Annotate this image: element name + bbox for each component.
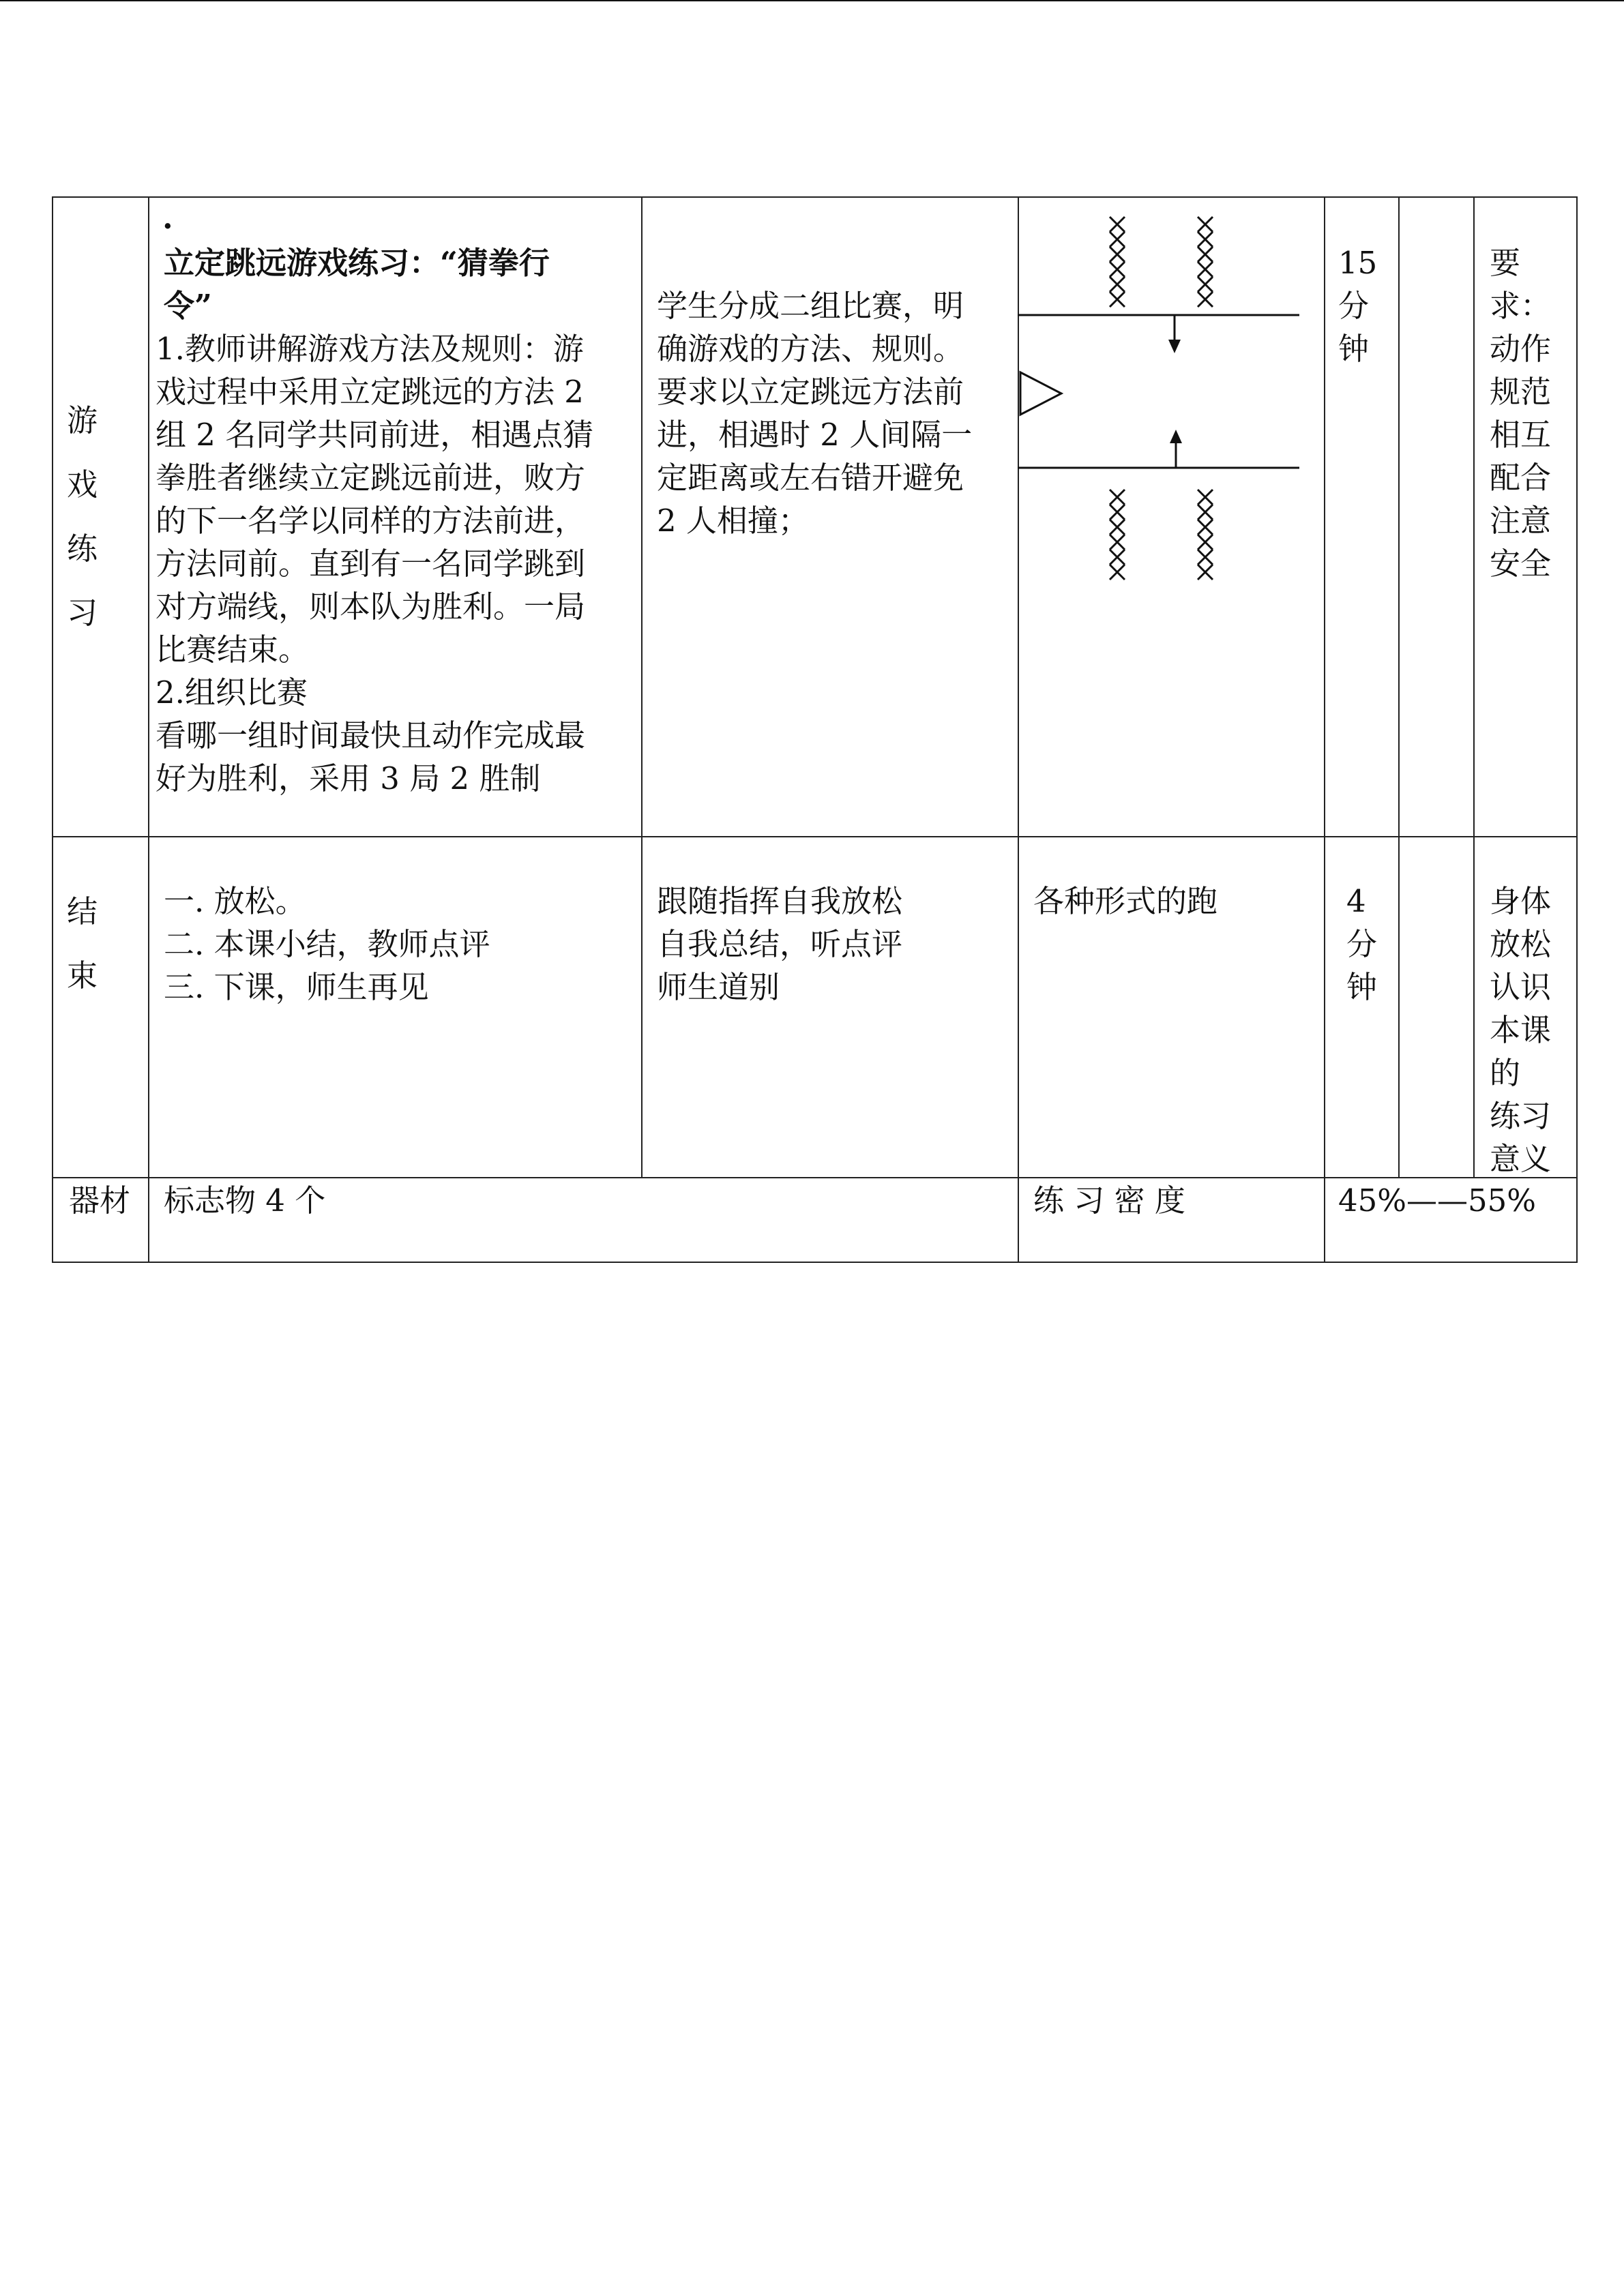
bottom-left-cross-column (1110, 490, 1125, 580)
ending-requirement: 身体 放松 认识 本课 的 练习 意义 (1490, 883, 1552, 1177)
dot-marker: · (162, 208, 173, 244)
game-title-continued: 令” (164, 288, 212, 324)
section-label-game: 游 戏 练 习 (67, 402, 98, 631)
content-line: 比赛结束。 (156, 631, 310, 668)
content-line: 2.组织比赛 (156, 674, 308, 711)
content-line: 戏过程中采用立定跳远的方法 2 (156, 374, 584, 410)
student-line: 定距离或左右错开避免 (657, 460, 964, 496)
equipment-label: 器材 (69, 1182, 131, 1219)
content-line: 方法同前。直到有一名同学跳到 (156, 546, 586, 582)
content-line: 拳胜者继续立定跳远前进，败方 (156, 460, 586, 496)
flag-marker-icon (1020, 372, 1061, 415)
student-line: 学生分成二组比赛，明 (657, 288, 964, 324)
content-line: 的下一名学以同样的方法前进， (156, 503, 586, 539)
equipment-value: 标志物 4 个 (164, 1182, 326, 1219)
formation-diagram (1018, 198, 1324, 607)
content-line: 组 2 名同学共同前进，相遇点猜 (156, 417, 594, 453)
density-label: 练 习 密 度 (1033, 1182, 1185, 1219)
content-line: 对方端线，则本队为胜利。一局 (156, 588, 586, 625)
student-line: 2 人相撞； (657, 503, 809, 539)
content-line: 1.教师讲解游戏方法及规则：游 (156, 331, 584, 367)
section-label-ending: 结 束 (67, 893, 98, 994)
bottom-right-cross-column (1198, 490, 1213, 580)
down-arrow-head (1168, 340, 1181, 353)
row-divider (52, 1177, 1578, 1178)
student-line: 自我总结，听点评 (657, 926, 903, 962)
column-divider (148, 196, 149, 1263)
ending-time: 4 分 钟 (1346, 883, 1378, 1005)
content-line: 看哪一组时间最快且动作完成最 (156, 717, 586, 754)
content-line: 二. 本课小结，教师点评 (164, 926, 490, 962)
top-left-cross-column (1110, 217, 1125, 307)
content-line: 三. 下课，师生再见 (164, 969, 429, 1005)
game-requirement: 要 求： 动作 规范 相互 配合 注意 安全 (1490, 245, 1552, 582)
student-line: 确游戏的方法、规则。 (657, 331, 964, 367)
density-value: 45%——55% (1338, 1182, 1537, 1219)
up-arrow-head (1170, 430, 1182, 443)
game-title: 立定跳远游戏练习：“猜拳行 (164, 245, 550, 281)
game-time: 15 分 钟 (1338, 245, 1378, 367)
column-divider (1398, 196, 1400, 1178)
student-line: 进，相遇时 2 人间隔一 (657, 417, 973, 453)
content-line: 好为胜利，采用 3 局 2 胜制 (156, 760, 541, 796)
content-line: 一. 放松。 (164, 883, 306, 919)
top-right-cross-column (1198, 217, 1213, 307)
row-divider (52, 836, 1578, 837)
student-line: 跟随指挥自我放松 (657, 883, 903, 919)
student-line: 师生道别 (657, 969, 780, 1005)
column-divider (641, 196, 643, 1178)
column-divider (1324, 196, 1325, 1263)
student-line: 要求以立定跳远方法前 (657, 374, 964, 410)
ending-organization: 各种形式的跑 (1033, 883, 1218, 919)
column-divider (1473, 196, 1475, 1178)
page-top-rule (0, 0, 1624, 1)
